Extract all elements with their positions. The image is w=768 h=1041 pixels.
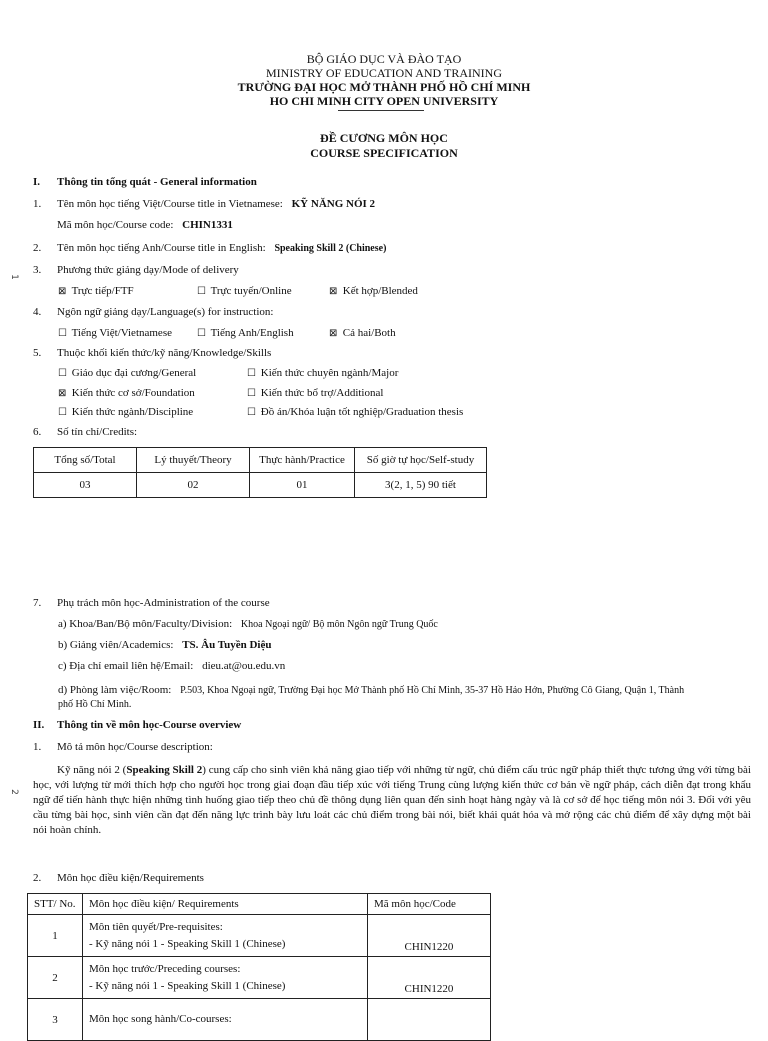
option-label: Tiếng Việt/Vietnamese	[71, 327, 172, 339]
ministry-en: MINISTRY OF EDUCATION AND TRAINING	[265, 66, 502, 80]
requirement-type: Môn tiên quyết/Pre-requisites:	[89, 920, 223, 933]
table-header-cell: Lý thuyết/Theory	[137, 448, 250, 473]
checkbox-unchecked-icon: ☐	[58, 368, 67, 379]
table-cell: 2	[28, 957, 83, 999]
academic-row	[58, 639, 271, 651]
table-row	[28, 915, 491, 957]
option-label: Giáo dục đại cương/General	[71, 367, 197, 379]
option-label: Đồ án/Khóa luận tốt nghiệp/Graduation thesis	[260, 406, 464, 418]
checkbox-unchecked-icon: ☐	[58, 328, 67, 339]
email-row	[58, 660, 285, 672]
checkbox-checked-icon: ⊠	[58, 388, 67, 399]
table-header-cell: Mã môn học/Code	[368, 894, 491, 915]
table-header-row	[34, 448, 487, 473]
academic-value: TS. Âu Tuyền Diệu	[182, 639, 272, 651]
room-label: d) Phòng làm việc/Room:	[58, 684, 172, 696]
table-cell: 01	[250, 473, 355, 498]
email-value[interactable]: dieu.at@ou.edu.vn	[202, 660, 286, 672]
option-label: Trực tuyến/Online	[210, 285, 292, 297]
knowledge-option-foundation[interactable]	[58, 387, 195, 399]
table-header-cell: Môn học điều kiện/ Requirements	[83, 894, 368, 915]
description-text-pre: Kỹ năng nói 2 (	[57, 764, 127, 776]
option-label: Trực tiếp/FTF	[71, 285, 134, 297]
checkbox-unchecked-icon: ☐	[247, 368, 256, 379]
delivery-mode-label: Phương thức giảng dạy/Mode of delivery	[57, 264, 239, 276]
course-title-vn-row	[57, 198, 375, 210]
checkbox-unchecked-icon: ☐	[58, 407, 67, 418]
table-cell	[83, 999, 368, 1041]
requirement-course: - Kỹ năng nói 1 - Speaking Skill 1 (Chinese)	[89, 937, 286, 950]
checkbox-checked-icon: ⊠	[329, 328, 338, 339]
course-code-value: CHIN1331	[182, 219, 233, 231]
item7-num: 7.	[33, 597, 42, 609]
knowledge-option-thesis[interactable]	[247, 406, 463, 418]
table-row	[28, 999, 491, 1041]
credits-table	[33, 447, 487, 498]
section1-title: Thông tin tổng quát - General information	[57, 176, 257, 188]
item1-num: 1.	[33, 198, 42, 210]
requirement-course: - Kỹ năng nói 1 - Speaking Skill 1 (Chinese)	[89, 979, 286, 992]
description-text-bold: Speaking Skill 2	[126, 764, 203, 776]
faculty-value: Khoa Ngoại ngữ/ Bộ môn Ngôn ngữ Trung Quốc	[240, 619, 438, 630]
description-label: Mô tả môn học/Course description:	[57, 741, 213, 753]
course-description	[33, 763, 751, 838]
course-title-en-row	[57, 242, 386, 254]
doc-title-vn: ĐỀ CƯƠNG MÔN HỌC	[320, 131, 448, 145]
course-code-row	[57, 219, 233, 231]
item6-num: 6.	[33, 426, 42, 438]
option-label: Kết hợp/Blended	[342, 285, 418, 297]
s2-item1-num: 1.	[33, 741, 42, 753]
knowledge-option-major[interactable]	[247, 367, 398, 379]
table-cell: CHIN1220	[368, 915, 491, 957]
delivery-option-ftf[interactable]	[58, 285, 134, 297]
checkbox-unchecked-icon: ☐	[247, 407, 256, 418]
language-option-both[interactable]	[329, 327, 396, 339]
checkbox-unchecked-icon: ☐	[247, 388, 256, 399]
language-label: Ngôn ngữ giảng dạy/Language(s) for instruction:	[57, 306, 274, 318]
doc-title-en: COURSE SPECIFICATION	[310, 146, 458, 160]
language-option-en[interactable]	[197, 327, 294, 339]
room-value: P.503, Khoa Ngoại ngữ, Trường Đại học Mở Thành phố Hồ Chí Minh, 35-37 Hồ Hảo Hớn, Phường Cô Giang, Quận 1, Thành	[180, 685, 685, 696]
course-title-en-label: Tên môn học tiếng Anh/Course title in English:	[57, 242, 266, 254]
margin-mark-1: 1	[8, 274, 19, 280]
knowledge-option-additional[interactable]	[247, 387, 383, 399]
s2-item2-num: 2.	[33, 872, 42, 884]
table-cell: 3(2, 1, 5) 90 tiết	[355, 473, 487, 498]
option-label: Cả hai/Both	[342, 327, 396, 339]
option-label: Kiến thức cơ sở/Foundation	[71, 387, 195, 399]
university-vn: TRƯỜNG ĐẠI HỌC MỞ THÀNH PHỐ HỒ CHÍ MINH	[237, 80, 531, 94]
delivery-option-blended[interactable]	[329, 285, 418, 297]
academic-label: b) Giảng viên/Academics:	[58, 639, 174, 651]
item5-num: 5.	[33, 347, 42, 359]
option-label: Kiến thức bổ trợ/Additional	[260, 387, 384, 399]
section1-num: I.	[33, 176, 41, 188]
checkbox-unchecked-icon: ☐	[197, 286, 206, 297]
item4-num: 4.	[33, 306, 42, 318]
table-cell: 02	[137, 473, 250, 498]
faculty-row	[58, 618, 438, 630]
description-text-post: ) cung cấp cho sinh viên khả năng giao tiếp với những từ ngữ, chủ điểm cấu trúc ngữ pháp thiết thực tương ứng với từng bài học, với lượng từ mới thích hợp cho người học trong giai đoạn đầu tiếp xúc với tiếng Trung cùng lượng kiến thức cơ bản về ngữ pháp, cách diễn đạt trong khẩu ngữ để tiến hành thực hiện những tình huống giao tiếp theo chủ đề thông dụng liên quan đến sinh hoạt hàng ngày và là cơ sở để học tiếng môn nói 3. Đối với yêu cầu từng bài học, sinh viên cần đạt đến năng lực trình bày lưu loát các chủ điểm trong bài nói, biết khái quát hóa và mở rộng các chủ điểm để xây dựng một bài nói hoàn chỉnh.	[33, 764, 751, 836]
table-cell: 03	[34, 473, 137, 498]
administration-label: Phụ trách môn học-Administration of the course	[57, 597, 270, 609]
language-option-vn[interactable]	[58, 327, 172, 339]
table-header-cell: Tổng số/Total	[34, 448, 137, 473]
table-header-cell: STT/ No.	[28, 894, 83, 915]
option-label: Kiến thức ngành/Discipline	[71, 406, 194, 418]
option-label: Kiến thức chuyên ngành/Major	[260, 367, 399, 379]
university-en: HO CHI MINH CITY OPEN UNIVERSITY	[269, 94, 499, 108]
table-cell	[83, 957, 368, 999]
table-header-cell: Thực hành/Practice	[250, 448, 355, 473]
credits-label: Số tín chỉ/Credits:	[57, 426, 138, 438]
course-title-vn-value: KỸ NĂNG NÓI 2	[291, 198, 376, 210]
room-value-cont: phố Hồ Chí Minh.	[58, 699, 132, 710]
checkbox-unchecked-icon: ☐	[197, 328, 206, 339]
table-cell	[368, 999, 491, 1041]
table-header-cell: Số giờ tự học/Self-study	[355, 448, 487, 473]
course-title-vn-label: Tên môn học tiếng Việt/Course title in Vietnamese:	[57, 198, 283, 210]
faculty-label: a) Khoa/Ban/Bộ môn/Faculty/Division:	[58, 618, 233, 630]
table-cell	[83, 915, 368, 957]
course-title-en-value: Speaking Skill 2 (Chinese)	[274, 243, 387, 254]
email-label: c) Địa chỉ email liên hệ/Email:	[58, 660, 194, 672]
checkbox-checked-icon: ⊠	[58, 286, 67, 297]
header-divider	[338, 110, 424, 111]
knowledge-option-discipline[interactable]	[58, 406, 193, 418]
section2-num: II.	[33, 719, 45, 731]
room-row	[58, 684, 684, 696]
checkbox-checked-icon: ⊠	[329, 286, 338, 297]
item3-num: 3.	[33, 264, 42, 276]
table-cell: 1	[28, 915, 83, 957]
option-label: Tiếng Anh/English	[210, 327, 294, 339]
requirements-table	[27, 893, 491, 1041]
table-header-row	[28, 894, 491, 915]
table-row	[28, 957, 491, 999]
delivery-option-online[interactable]	[197, 285, 292, 297]
table-cell: CHIN1220	[368, 957, 491, 999]
requirements-label: Môn học điều kiện/Requirements	[57, 872, 204, 884]
requirement-type: Môn học trước/Preceding courses:	[89, 962, 241, 975]
item2-num: 2.	[33, 242, 42, 254]
course-code-label: Mã môn học/Course code:	[57, 219, 174, 231]
requirement-type: Môn học song hành/Co-courses:	[89, 1013, 232, 1025]
knowledge-option-general[interactable]	[58, 367, 196, 379]
table-cell: 3	[28, 999, 83, 1041]
section2-title: Thông tin về môn học-Course overview	[57, 719, 242, 731]
margin-mark-2: 2	[8, 789, 19, 795]
table-row	[34, 473, 487, 498]
knowledge-label: Thuộc khối kiến thức/kỹ năng/Knowledge/Skills	[57, 347, 272, 359]
ministry-vn: BỘ GIÁO DỤC VÀ ĐÀO TẠO	[306, 52, 462, 66]
